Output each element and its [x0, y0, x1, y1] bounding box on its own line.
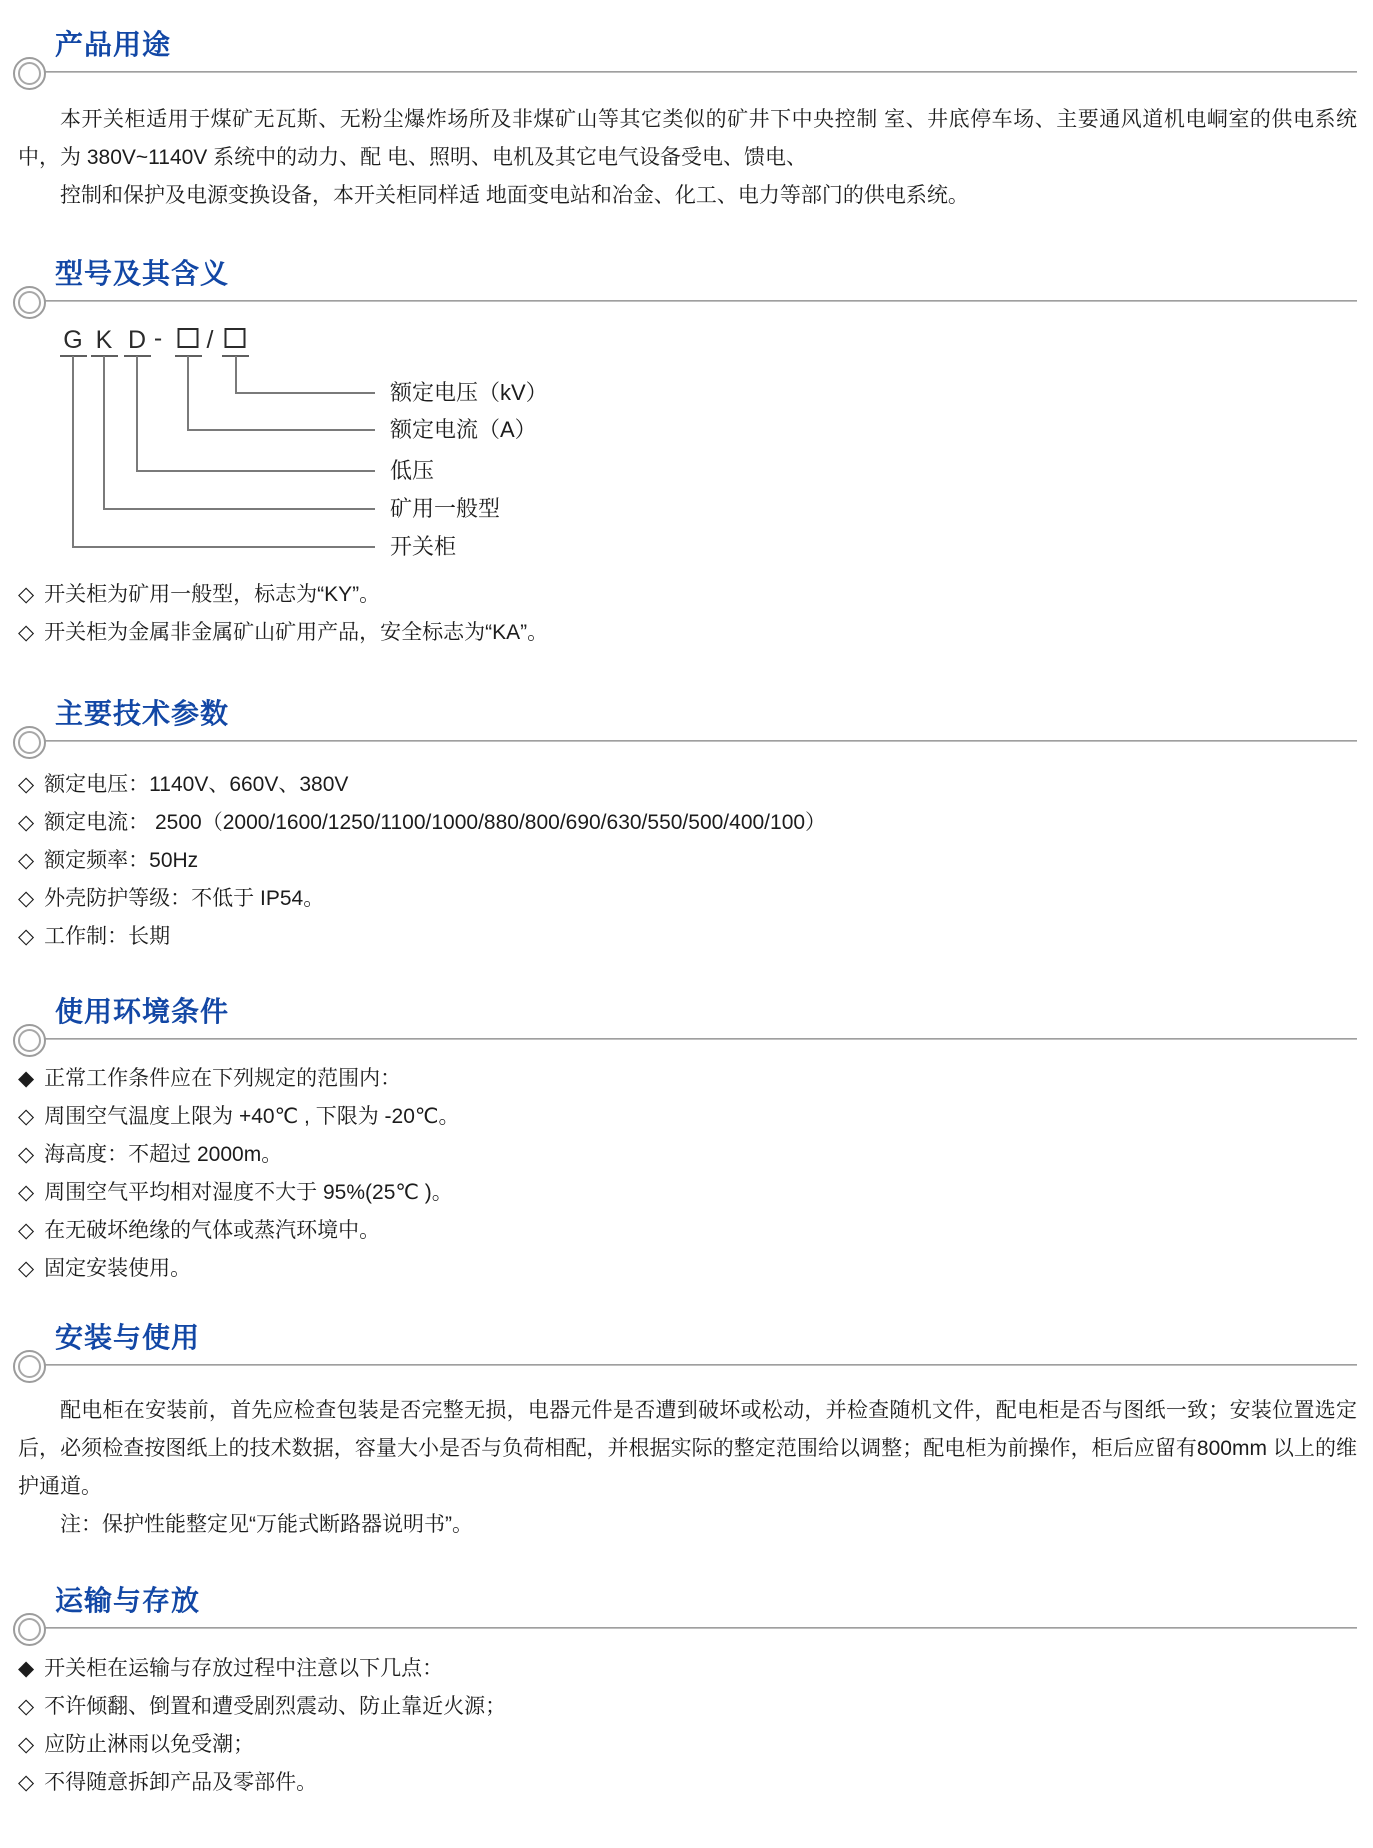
- list-item: [18, 1770, 1359, 1795]
- connector-mine-general-type: [104, 356, 375, 509]
- section-header: [0, 1321, 1357, 1366]
- list-item: [18, 1180, 1359, 1205]
- ring-icon: [13, 726, 46, 759]
- list-item-text: 额定电流： 2500（2000/1600/1250/1100/1000/880/800/690/630/550/500/400/100）: [44, 811, 827, 834]
- diamond-hollow-icon: ◇: [18, 925, 35, 948]
- section-title-transport-storage: 运输与存放: [55, 1585, 201, 1616]
- paragraph: 配电柜在安装前，首先应检查包装是否完整无损，电器元件是否遭到破坏或松动，并检查随机文件，配电柜是否与图纸一致；安装位置选定后，必须检查按图纸上的技术数据，容量大小是否与负荷相配，并根据实际的整定范围给以调整；配电柜为前操作，柜后应留有800mm 以上的维护通道。: [18, 1399, 1357, 1498]
- diamond-hollow-icon: ◇: [18, 1771, 35, 1794]
- list-item: [18, 1218, 1359, 1243]
- diamond-hollow-icon: ◇: [18, 583, 35, 606]
- diamond-hollow-icon: ◇: [18, 811, 35, 834]
- ring-icon: [13, 286, 46, 319]
- list-item: [18, 582, 1359, 607]
- tech-params-list: [0, 772, 1373, 949]
- diamond-hollow-icon: ◇: [18, 1143, 35, 1166]
- model-char-k: K: [95, 326, 113, 354]
- model-char-slash: /: [206, 326, 214, 354]
- ring-icon: [13, 1613, 46, 1646]
- list-item-text: 工作制：长期: [44, 925, 171, 948]
- section-title-model-meaning: 型号及其含义: [55, 258, 230, 289]
- ring-icon: [13, 1350, 46, 1383]
- section-rule: [30, 1038, 1357, 1040]
- list-item-lead: [18, 1066, 1359, 1091]
- list-item: [18, 1694, 1359, 1719]
- list-item-text: 额定电压：1140V、660V、380V: [44, 773, 349, 796]
- diamond-hollow-icon: ◇: [18, 1105, 35, 1128]
- diamond-hollow-icon: ◇: [18, 1181, 35, 1204]
- section-model-meaning: [0, 257, 1373, 645]
- ring-icon: [13, 57, 46, 90]
- section-header: [0, 995, 1357, 1040]
- section-header: [0, 1584, 1357, 1629]
- list-item: [18, 924, 1359, 949]
- list-item-text: 周围空气平均相对湿度不大于 95%(25℃ )。: [44, 1181, 453, 1204]
- model-notes: [0, 582, 1373, 645]
- model-placeholder-box-voltage: [226, 329, 245, 347]
- list-item-text: 海高度：不超过 2000m。: [44, 1143, 283, 1166]
- list-item-text: 固定安装使用。: [44, 1257, 192, 1280]
- section-title-install-use: 安装与使用: [55, 1322, 201, 1353]
- section-tech-params: [0, 697, 1373, 949]
- section-rule: [30, 1627, 1357, 1629]
- diamond-hollow-icon: ◇: [18, 621, 35, 644]
- model-label-rated-voltage: 额定电压（kV）: [390, 380, 548, 405]
- model-label-mine-general-type: 矿用一般型: [390, 496, 501, 521]
- list-item: [18, 886, 1359, 911]
- paragraph: 本开关柜适用于煤矿无瓦斯、无粉尘爆炸场所及非煤矿山等其它类似的矿井下中央控制 室、井底停车场、主要通风道机电峒室的供电系统中，为 380V~1140V 系统中的动力、配 电、照明、电机及其它电气设备受电、馈电、: [18, 108, 1357, 169]
- section-rule: [30, 740, 1357, 742]
- section-rule: [30, 1364, 1357, 1366]
- model-label-switchgear: 开关柜: [390, 534, 457, 559]
- list-item-text: 正常工作条件应在下列规定的范围内：: [44, 1067, 402, 1090]
- section-rule: [30, 71, 1357, 73]
- list-item-lead: [18, 1656, 1359, 1681]
- model-char-d: D: [127, 326, 147, 354]
- diamond-hollow-icon: ◇: [18, 1733, 35, 1756]
- model-label-low-voltage: 低压: [390, 458, 435, 483]
- list-item-text: 不得随意拆卸产品及零部件。: [44, 1771, 318, 1794]
- list-item-text: 在无破坏绝缘的气体或蒸汽环境中。: [44, 1219, 381, 1242]
- section-product-use: [0, 0, 1373, 215]
- model-code-diagram: [0, 318, 700, 568]
- list-item: [18, 848, 1359, 873]
- list-item: [18, 620, 1359, 645]
- section-header: [0, 697, 1357, 742]
- model-char-g: G: [63, 326, 83, 354]
- diamond-hollow-icon: ◇: [18, 773, 35, 796]
- section-install-use: [0, 1321, 1373, 1544]
- paragraph: 控制和保护及电源变换设备，本开关柜同样适 地面变电站和冶金、化工、电力等部门的供电系统。: [60, 184, 969, 207]
- diamond-solid-icon: ◆: [18, 1657, 35, 1680]
- list-item-text: 开关柜为金属非金属矿山矿用产品，安全标志为“KA”。: [44, 621, 549, 644]
- ring-icon: [13, 1024, 46, 1057]
- transport-list: [0, 1656, 1373, 1795]
- section-environment: [0, 995, 1373, 1281]
- list-item-text: 应防止淋雨以免受潮；: [44, 1733, 255, 1756]
- diamond-hollow-icon: ◇: [18, 1257, 35, 1280]
- note-line: 注：保护性能整定见“万能式断路器说明书”。: [60, 1513, 473, 1536]
- connector-switchgear: [73, 356, 375, 547]
- model-placeholder-box-current: [179, 329, 198, 347]
- diamond-hollow-icon: ◇: [18, 887, 35, 910]
- list-item: [18, 1142, 1359, 1167]
- section-header: [0, 257, 1357, 302]
- model-label-rated-current: 额定电流（A）: [390, 417, 537, 442]
- connector-low-voltage: [137, 356, 375, 471]
- list-item: [18, 810, 1359, 835]
- list-item: [18, 1732, 1359, 1757]
- list-item-text: 周围空气温度上限为 +40℃ , 下限为 -20℃。: [44, 1105, 460, 1128]
- list-item-text: 不许倾翻、倒置和遭受剧烈震动、防止靠近火源；: [44, 1695, 507, 1718]
- diamond-hollow-icon: ◇: [18, 1695, 35, 1718]
- list-item: [18, 1256, 1359, 1281]
- section-title-environment: 使用环境条件: [55, 996, 230, 1027]
- model-char-dash: -: [153, 324, 163, 352]
- diamond-solid-icon: ◆: [18, 1067, 35, 1090]
- list-item-text: 开关柜为矿用一般型，标志为“KY”。: [44, 583, 381, 606]
- list-item: [18, 1104, 1359, 1129]
- section-title-tech-params: 主要技术参数: [55, 698, 230, 729]
- list-item-text: 开关柜在运输与存放过程中注意以下几点：: [44, 1657, 444, 1680]
- connector-rated-voltage: [236, 356, 375, 393]
- section-rule: [30, 300, 1357, 302]
- diamond-hollow-icon: ◇: [18, 849, 35, 872]
- list-item-text: 外壳防护等级：不低于 IP54。: [44, 887, 325, 910]
- environment-list: [0, 1066, 1373, 1281]
- section-title-product-use: 产品用途: [55, 29, 172, 60]
- section-header: [0, 28, 1357, 73]
- diamond-hollow-icon: ◇: [18, 1219, 35, 1242]
- list-item: [18, 772, 1359, 797]
- section-transport-storage: [0, 1584, 1373, 1795]
- list-item-text: 额定频率：50Hz: [44, 849, 199, 872]
